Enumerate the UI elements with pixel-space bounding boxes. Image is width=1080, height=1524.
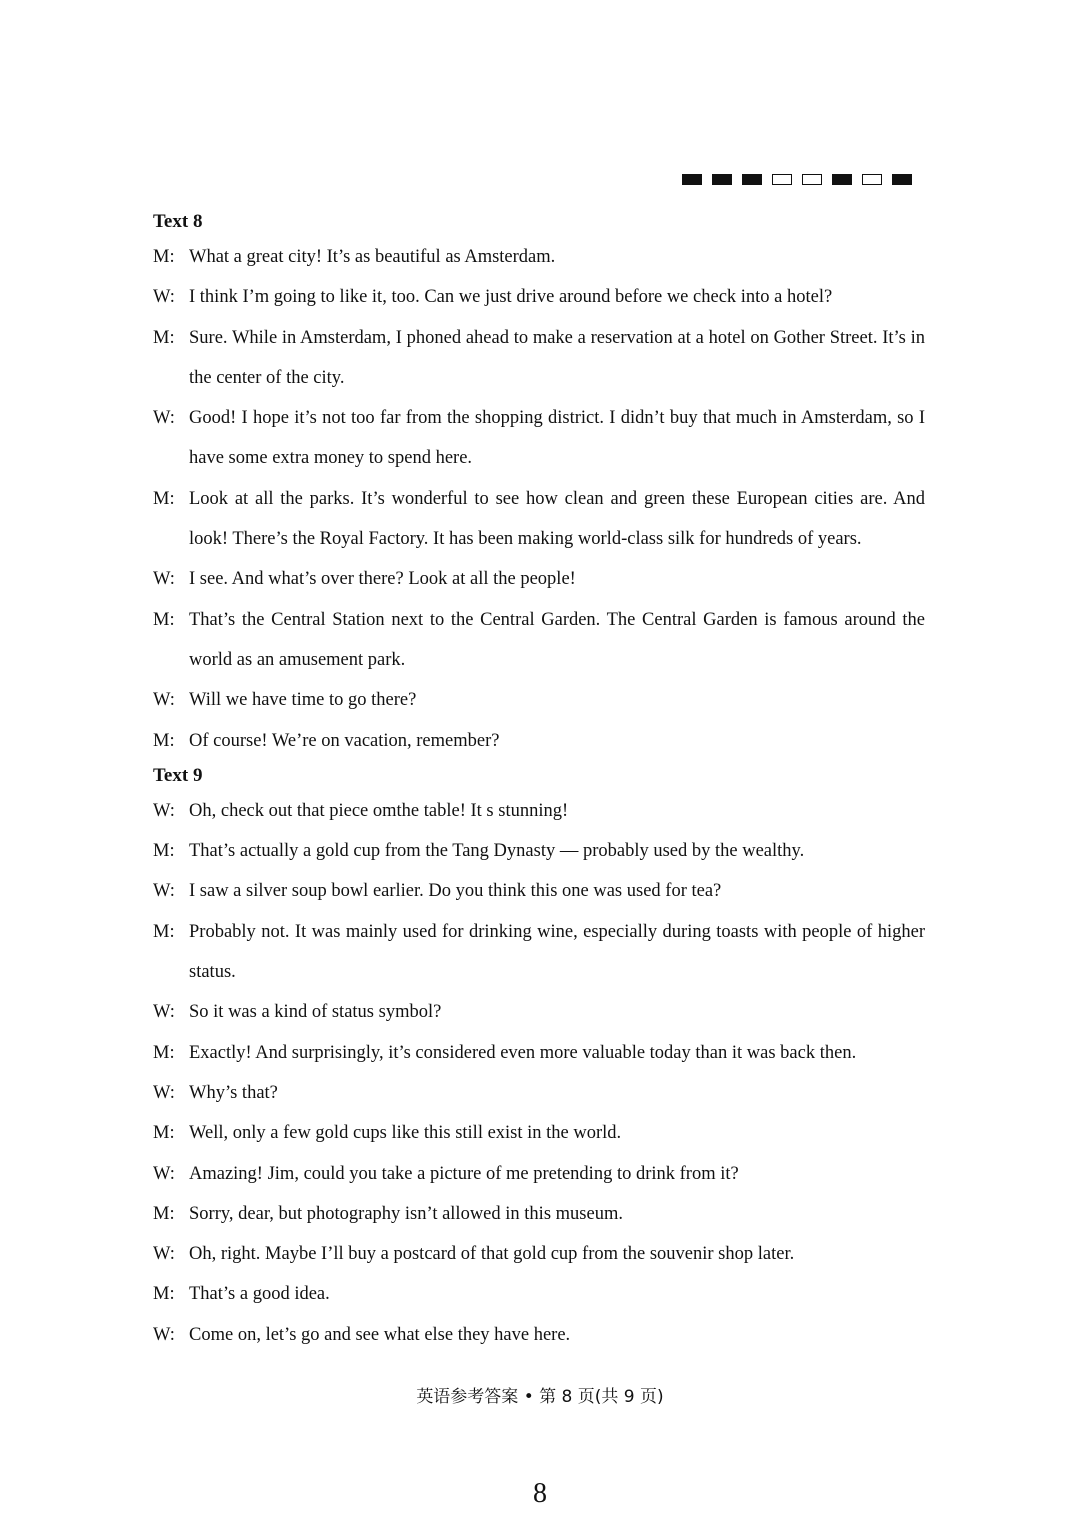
dialogue-line bbox=[153, 237, 925, 277]
dialogue-line bbox=[153, 1113, 925, 1153]
dialogue-line bbox=[153, 1274, 925, 1314]
dialogue-line bbox=[153, 992, 925, 1032]
speaker-label: M: bbox=[153, 609, 175, 630]
dialogue-text: So it was a kind of status symbol? bbox=[189, 1002, 442, 1023]
dialogue-text: I think I’m going to like it, too. Can we just drive around before we check into a hotel? bbox=[189, 287, 833, 308]
dialogue-text: I see. And what’s over there? Look at all the people! bbox=[189, 569, 576, 590]
header-marker bbox=[742, 174, 762, 185]
dialogue-text: Oh, check out that piece omthe table! It s stunning! bbox=[189, 800, 569, 821]
speaker-label: M: bbox=[153, 247, 175, 267]
dialogue-line bbox=[153, 1033, 925, 1073]
dialogue-line bbox=[153, 1073, 925, 1113]
dialogue-line bbox=[153, 912, 925, 993]
speaker-label: W: bbox=[153, 569, 175, 590]
dialogue-line bbox=[153, 791, 925, 831]
dialogue-text: Why’s that? bbox=[189, 1082, 278, 1103]
dialogue-text: Sure. While in Amsterdam, I phoned ahead to make a reservation at a hotel on Gother Street. It’s in the center of the city. bbox=[189, 327, 925, 388]
dialogue-line bbox=[153, 1315, 925, 1355]
dialogue-text: Look at all the parks. It’s wonderful to see how clean and green these European cities are. And look! There’s the Royal Factory. It has been making world-class silk for hundreds of years. bbox=[189, 488, 925, 550]
speaker-label: W: bbox=[153, 1244, 175, 1265]
dialogue-text: Will we have time to go there? bbox=[189, 690, 417, 711]
speaker-label: M: bbox=[153, 730, 175, 751]
header-marker bbox=[772, 174, 792, 185]
header-marker-row bbox=[682, 174, 912, 185]
speaker-label: M: bbox=[153, 1042, 175, 1063]
speaker-label: M: bbox=[153, 488, 175, 509]
dialogue-text: That’s a good idea. bbox=[189, 1284, 330, 1305]
dialogue-line bbox=[153, 871, 925, 911]
dialogue-text: Oh, right. Maybe I’ll buy a postcard of that gold cup from the souvenir shop later. bbox=[189, 1244, 795, 1265]
speaker-label: M: bbox=[153, 921, 175, 942]
speaker-label: W: bbox=[153, 800, 175, 821]
dialogue-line bbox=[153, 831, 925, 871]
section-text-8 bbox=[153, 207, 925, 761]
dialogue-text: Of course! We’re on vacation, remember? bbox=[189, 730, 500, 751]
header-marker bbox=[832, 174, 852, 185]
speaker-label: W: bbox=[153, 287, 175, 308]
speaker-label: W: bbox=[153, 1163, 175, 1184]
dialogue-text: What a great city! It’s as beautiful as Amsterdam. bbox=[189, 247, 556, 267]
speaker-label: W: bbox=[153, 1324, 175, 1345]
section-title: Text 9 bbox=[153, 764, 203, 786]
speaker-label: W: bbox=[153, 690, 175, 711]
section-title: Text 8 bbox=[153, 211, 203, 232]
speaker-label: M: bbox=[153, 1203, 175, 1224]
header-marker bbox=[892, 174, 912, 185]
speaker-label: W: bbox=[153, 1002, 175, 1023]
section-text-9 bbox=[153, 761, 925, 1355]
speaker-label: W: bbox=[153, 1082, 175, 1103]
speaker-label: M: bbox=[153, 1284, 175, 1305]
dialogue-line bbox=[153, 318, 925, 399]
dialogue-text: Come on, let’s go and see what else they have here. bbox=[189, 1324, 571, 1345]
dialogue-text: Exactly! And surprisingly, it’s considered even more valuable today than it was back then. bbox=[189, 1042, 857, 1063]
dialogue-line bbox=[153, 1234, 925, 1274]
dialogue-line bbox=[153, 680, 925, 720]
dialogue-text: Amazing! Jim, could you take a picture of me pretending to drink from it? bbox=[189, 1163, 739, 1184]
speaker-label: W: bbox=[153, 408, 175, 429]
header-marker bbox=[802, 174, 822, 185]
dialogue-text: Probably not. It was mainly used for drinking wine, especially during toasts with people of higher status. bbox=[189, 921, 925, 983]
speaker-label: M: bbox=[153, 327, 175, 348]
dialogue-line bbox=[153, 1194, 925, 1234]
dialogue-line bbox=[153, 1154, 925, 1194]
speaker-label: W: bbox=[153, 881, 175, 902]
dialogue-line bbox=[153, 721, 925, 761]
dialogue-text: Good! I hope it’s not too far from the shopping district. I didn’t buy that much in Amsterdam, so I have some extra money to spend here. bbox=[189, 408, 925, 469]
page-footer: 英语参考答案 • 第 8 页(共 9 页) bbox=[416, 1387, 664, 1407]
dialogue-text: That’s actually a gold cup from the Tang Dynasty — probably used by the wealthy. bbox=[189, 841, 805, 862]
dialogue-line bbox=[153, 277, 925, 317]
dialogue-line bbox=[153, 398, 925, 479]
header-marker bbox=[712, 174, 732, 185]
transcript-body bbox=[153, 207, 925, 1355]
dialogue-text: That’s the Central Station next to the Central Garden. The Central Garden is famous around the world as an amusement park. bbox=[189, 609, 925, 670]
header-marker bbox=[862, 174, 882, 185]
page-number: 8 bbox=[533, 1478, 547, 1509]
speaker-label: M: bbox=[153, 841, 175, 862]
dialogue-text: Well, only a few gold cups like this still exist in the world. bbox=[189, 1123, 622, 1144]
dialogue-text: Sorry, dear, but photography isn’t allowed in this museum. bbox=[189, 1203, 623, 1224]
speaker-label: M: bbox=[153, 1123, 175, 1144]
dialogue-line bbox=[153, 559, 925, 599]
header-marker bbox=[682, 174, 702, 185]
dialogue-text: I saw a silver soup bowl earlier. Do you think this one was used for tea? bbox=[189, 881, 722, 902]
dialogue-line bbox=[153, 600, 925, 681]
dialogue-line bbox=[153, 479, 925, 560]
